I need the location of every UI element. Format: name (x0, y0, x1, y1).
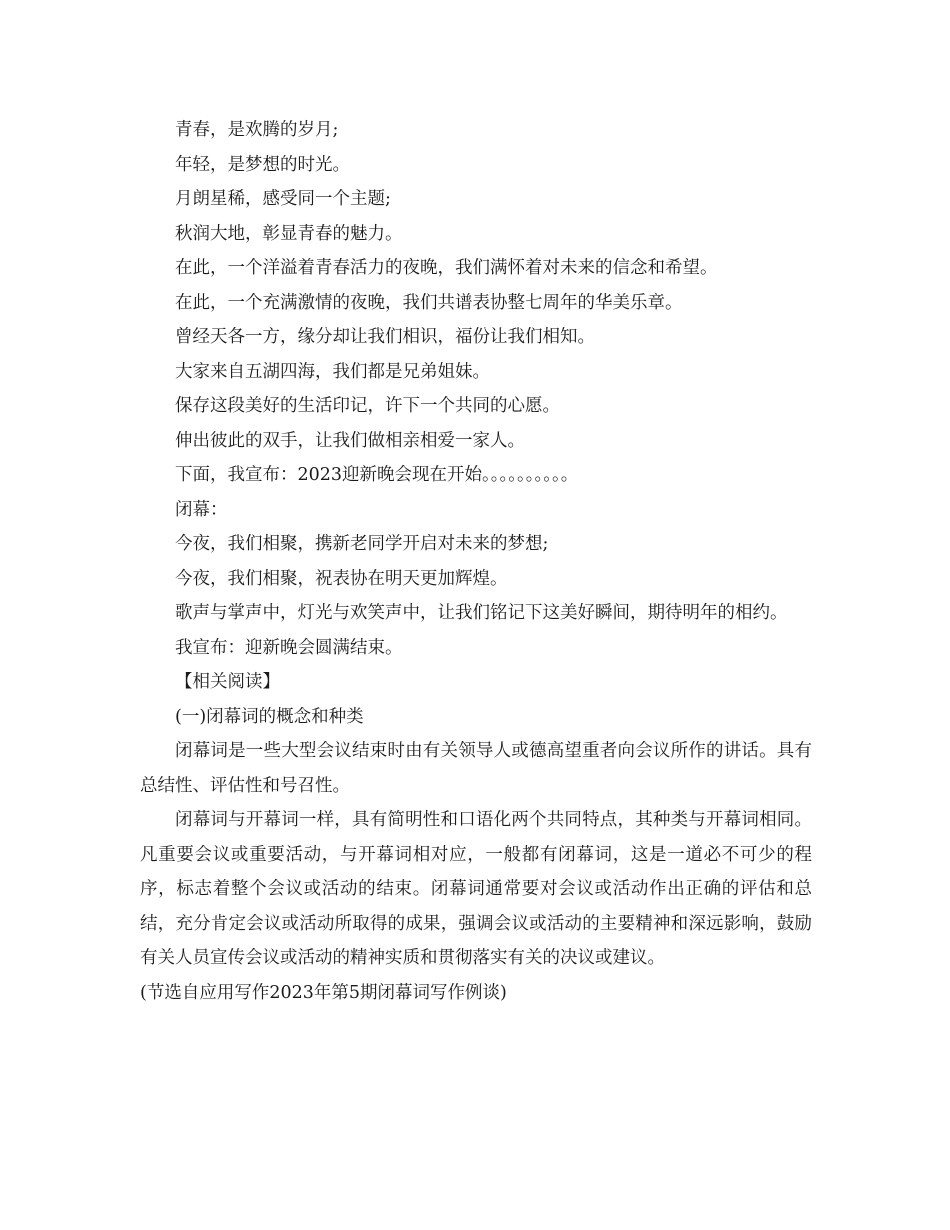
paragraph: 伸出彼此的双手，让我们做相亲相爱一家人。 (175, 430, 525, 451)
paragraph: 曾经天各一方，缘分却让我们相识，福份让我们相知。 (175, 327, 595, 347)
paragraph: 我宣布：迎新晚会圆满结束。 (175, 637, 403, 658)
paragraph: 下面，我宣布：2023迎新晚会现在开始。。。。。。。。。。 (175, 465, 579, 485)
paragraph: 月朗星稀，感受同一个主题; (175, 189, 391, 209)
source-note: (节选自应用写作2023年第5期闭幕词写作例谈) (140, 982, 507, 1003)
paragraph: 在此，一个充满激情的夜晚，我们共谱表协整七周年的华美乐章。 (175, 292, 683, 313)
paragraph: 青春，是欢腾的岁月; (175, 120, 339, 140)
paragraph: 秋润大地，彰显青春的魅力。 (175, 223, 403, 244)
paragraph: 闭幕词是一些大型会议结束时由有关领导人或德高望重者向会议所作的讲话。具有总结性、评估性和号召性。 (140, 741, 812, 796)
paragraph: 大家来自五湖四海，我们都是兄弟姐妹。 (175, 361, 490, 382)
paragraph: 保存这段美好的生活印记，许下一个共同的心愿。 (175, 396, 560, 416)
paragraph: 今夜，我们相聚，祝表协在明天更加辉煌。 (175, 568, 508, 589)
paragraph: 在此，一个洋溢着青春活力的夜晚，我们满怀着对未来的信念和希望。 (175, 258, 718, 278)
document-body (140, 113, 812, 1010)
subsection-heading: (一)闭幕词的概念和种类 (175, 706, 364, 727)
related-reading-heading: 【相关阅读】 (175, 672, 280, 692)
paragraph: 今夜，我们相聚，携新老同学开启对未来的梦想; (175, 534, 549, 554)
section-label-closing: 闭幕： (175, 499, 228, 520)
paragraph: 年轻，是梦想的时光。 (175, 154, 350, 175)
paragraph: 歌声与掌声中，灯光与欢笑声中，让我们铭记下这美好瞬间，期待明年的相约。 (175, 603, 788, 623)
paragraph: 闭幕词与开幕词一样，具有简明性和口语化两个共同特点，其种类与开幕词相同。凡重要会议或重要活动，与开幕词相对应，一般都有闭幕词，这是一道必不可少的程序，标志着整个会议或活动的结束。闭幕词通常要对会议或活动作出正确的评估和总结，充分肯定会议或活动所取得的成果，强调会议或活动的主要精神和深远影响，鼓励有关人员宣传会议或活动的精神实质和贯彻落实有关的决议或建议。 (140, 810, 812, 968)
